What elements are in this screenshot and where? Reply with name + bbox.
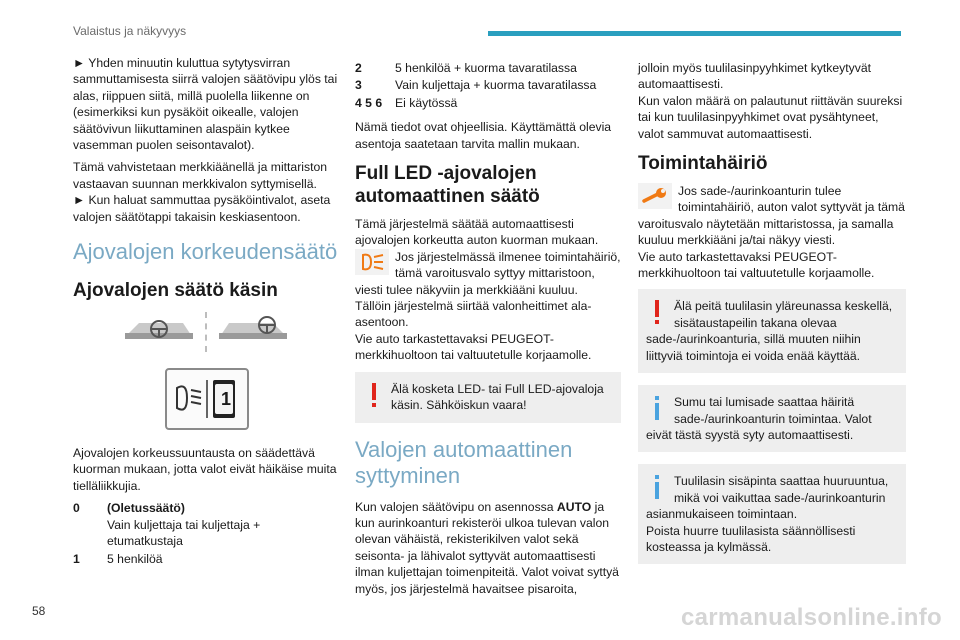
subsection-heading: Toimintahäiriö: [638, 153, 768, 175]
notice-text: Sumu tai lumisade saattaa häiritä sade-/aurinkoanturin toimintaa. Valot eivät tästä syystä syty automaattisesti.: [646, 395, 872, 442]
headlamp-leveling-icon: [167, 370, 247, 428]
car-raised-icon: [219, 313, 287, 343]
section-heading: Ajovalojen korkeudensäätö: [73, 239, 338, 265]
paragraph: Tämä järjestelmä säätää automaattisesti ajovalojen korkeutta auton kuorman mukaan.: [355, 217, 599, 248]
notice-text: Poista huurre tuulilasista säännöllisesti kosteassa ja kylmässä.: [646, 523, 856, 554]
paragraph: Kun valon määrä on palautunut riittävän suureksi tai kun tuulilasinpyyhkimet ovat pysähtyneet, valot sammuvat automaattisesti.: [638, 93, 903, 141]
paragraph: ► Yhden minuutin kuluttua sytytysvirran sammuttamisesta siirrä valojen säätövipu ylös tai alas, riippuen siitä, millä puolella liikenne on (esimerkiksi kun pysäköit oikealle, valojen säätövivun liikuttaminen alaspäin kytkee vasemman puolen seisontavalot).: [73, 56, 338, 153]
definition-row: [355, 77, 621, 93]
subsection-heading: Ajovalojen säätö käsin: [73, 280, 278, 302]
warning-notice: [638, 289, 906, 373]
headlamp-leveling-switch: [165, 368, 249, 430]
definition-list: [355, 60, 621, 111]
headlamp-warning-icon: [355, 249, 389, 275]
exclamation-icon: [646, 298, 668, 328]
definition-key: 2: [355, 61, 362, 75]
definition-value: Vain kuljettaja tai kuljettaja + etumatkustaja: [107, 517, 261, 549]
definition-value: 5 henkilöä: [107, 551, 163, 566]
running-header: Valaistus ja näkyvyys: [73, 24, 187, 38]
definition-list: [73, 500, 338, 567]
column-2: [355, 60, 621, 603]
notice-text: Älä kosketa LED- tai Full LED-ajovaloja käsin. Sähköiskun vaara!: [391, 381, 604, 413]
definition-key: 3: [355, 78, 362, 93]
column-3: [638, 60, 906, 576]
exclamation-icon: [363, 381, 385, 411]
subsection-heading: Full LED -ajovalojen automaattinen säätö: [355, 163, 540, 208]
definition-value: 5 henkilöä + kuorma tavaratilassa: [395, 61, 577, 75]
definition-row: [73, 500, 338, 549]
info-notice: [638, 464, 906, 564]
warning-notice: [355, 372, 621, 423]
header-accent-bar: [488, 31, 901, 36]
definition-row: [355, 60, 621, 76]
paragraph: Tällöin järjestelmä siirtää valonheittimet ala-asentoon.: [355, 299, 592, 330]
divider-dashed: [205, 312, 207, 352]
notice-text: Älä peitä tuulilasin yläreunassa keskellä, sisätaustapeilin takana olevaa sade-/aurinkoanturia, sillä muuten niihin liittyviä toimintoja ei voida enää käyttää.: [646, 299, 893, 363]
watermark: carmanualsonline.info: [680, 604, 942, 631]
paragraph: Ajovalojen korkeussuuntausta on säädettävä kuorman mukaan, jotta valot eivät häikäise muita tielläliikkujia.: [73, 446, 337, 493]
definition-row: [73, 551, 338, 567]
paragraph: Vie auto tarkastettavaksi PEUGEOT-merkkihuoltoon tai valtuutetulle korjaamolle.: [638, 249, 875, 281]
definition-value: Vain kuljettaja + kuorma tavaratilassa: [395, 78, 597, 93]
paragraph: Jos sade-/aurinkoanturin tulee toimintahäiriö, auton valot syttyvät ja tämä varoitusvalo näytetään mittaristossa, ja samalla kuuluu merkkiääni ja/tai näkyy viesti.: [638, 184, 905, 248]
car-lowered-icon: [125, 313, 193, 343]
paragraph: Tämä vahvistetaan merkkiäänellä ja mittariston vastaavan suunnan merkkivalon syttymisellä.: [73, 160, 328, 191]
headlamp-figure: [73, 310, 338, 435]
section-heading: Valojen automaattinen syttyminen: [355, 436, 573, 488]
definition-value: Ei käytössä: [395, 95, 458, 110]
info-icon: [646, 394, 668, 424]
info-icon: [646, 473, 668, 503]
paragraph: Kun valojen säätövipu on asennossa AUTO ja kun aurinkoanturi rekisteröi ulkoa tulevan valon olevan vähäistä, rekisterikilven valot sekä seisonta- ja lähivalot syttyvät automaattisesti ilman kuljettajan toimenpiteitä. Valot voivat syttyä myös, jos järjestelmä havaitsee pisaroita,: [355, 499, 619, 596]
definition-key: 4 5 6: [355, 95, 383, 110]
definition-key: 0: [73, 501, 80, 516]
wrench-warning-icon: [638, 183, 672, 209]
info-notice: [638, 385, 906, 452]
paragraph: Nämä tiedot ovat ohjeellisia. Käyttämättä olevia asentoja saatetaan tarvita mallin mukaan.: [355, 120, 612, 151]
definition-row: [355, 95, 621, 111]
paragraph: ► Kun haluat sammuttaa pysäköintivalot, aseta valojen säätötappi takaisin keskiasentoon.: [73, 193, 331, 224]
paragraph: jolloin myös tuulilasinpyyhkimet kytkeytyvät automaattisesti.: [638, 61, 872, 92]
notice-text: Tuulilasin sisäpinta saattaa huuruuntua, mikä voi vaikuttaa sade-/aurinkoanturin asianmukaiseen toimintaan.: [646, 474, 889, 522]
paragraph: Vie auto tarkastettavaksi PEUGEOT-merkkihuoltoon tai valtuutetulle korjaamolle.: [355, 331, 592, 363]
auto-label: AUTO: [556, 499, 592, 514]
definition-bold: (Oletussäätö): [107, 501, 185, 516]
switch-position-digit: 1: [220, 389, 231, 410]
column-1: [73, 55, 338, 568]
paragraph: Jos järjestelmässä ilmenee toimintahäiriö, tämä varoitusvalo syttyy mittaristoon, viesti tulee näkyviin ja merkkiääni kuuluu.: [355, 249, 621, 297]
page-number: 58: [32, 604, 46, 618]
definition-key: 1: [73, 551, 80, 566]
